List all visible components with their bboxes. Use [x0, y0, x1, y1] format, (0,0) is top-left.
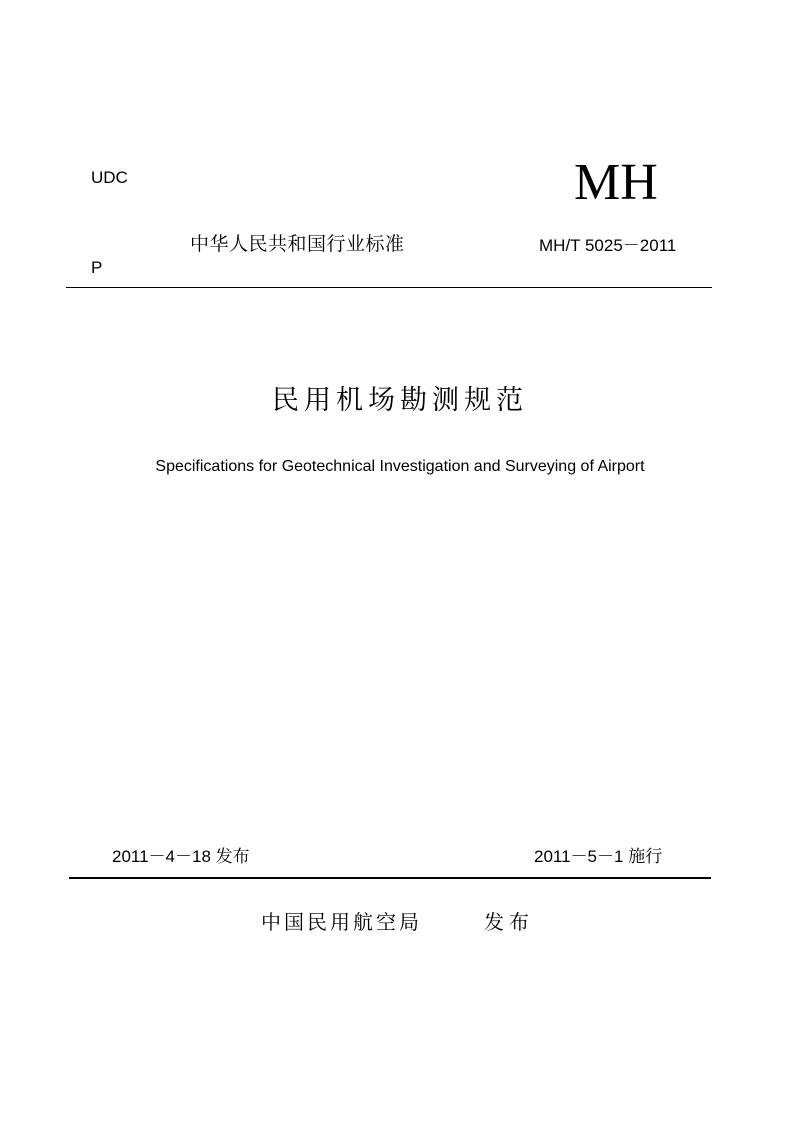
mh-logo: MH	[574, 154, 658, 211]
issuing-authority: 中国民用航空局	[261, 912, 422, 934]
standard-code: MH/T 5025－2011	[539, 236, 677, 255]
issuing-action: 发布	[484, 912, 534, 934]
udc-label: UDC	[91, 168, 128, 187]
classification-code: P	[91, 258, 103, 277]
standard-type: 中华人民共和国行业标准	[190, 234, 405, 255]
document-title-chinese: 民用机场勘测规范	[272, 385, 528, 415]
header-divider	[66, 287, 712, 288]
effective-date: 2011－5－1 施行	[534, 847, 663, 866]
issue-date: 2011－4－18 发布	[112, 847, 250, 866]
document-title-english: Specifications for Geotechnical Investigation and Surveying of Airport	[155, 458, 645, 475]
footer-divider	[69, 877, 711, 879]
